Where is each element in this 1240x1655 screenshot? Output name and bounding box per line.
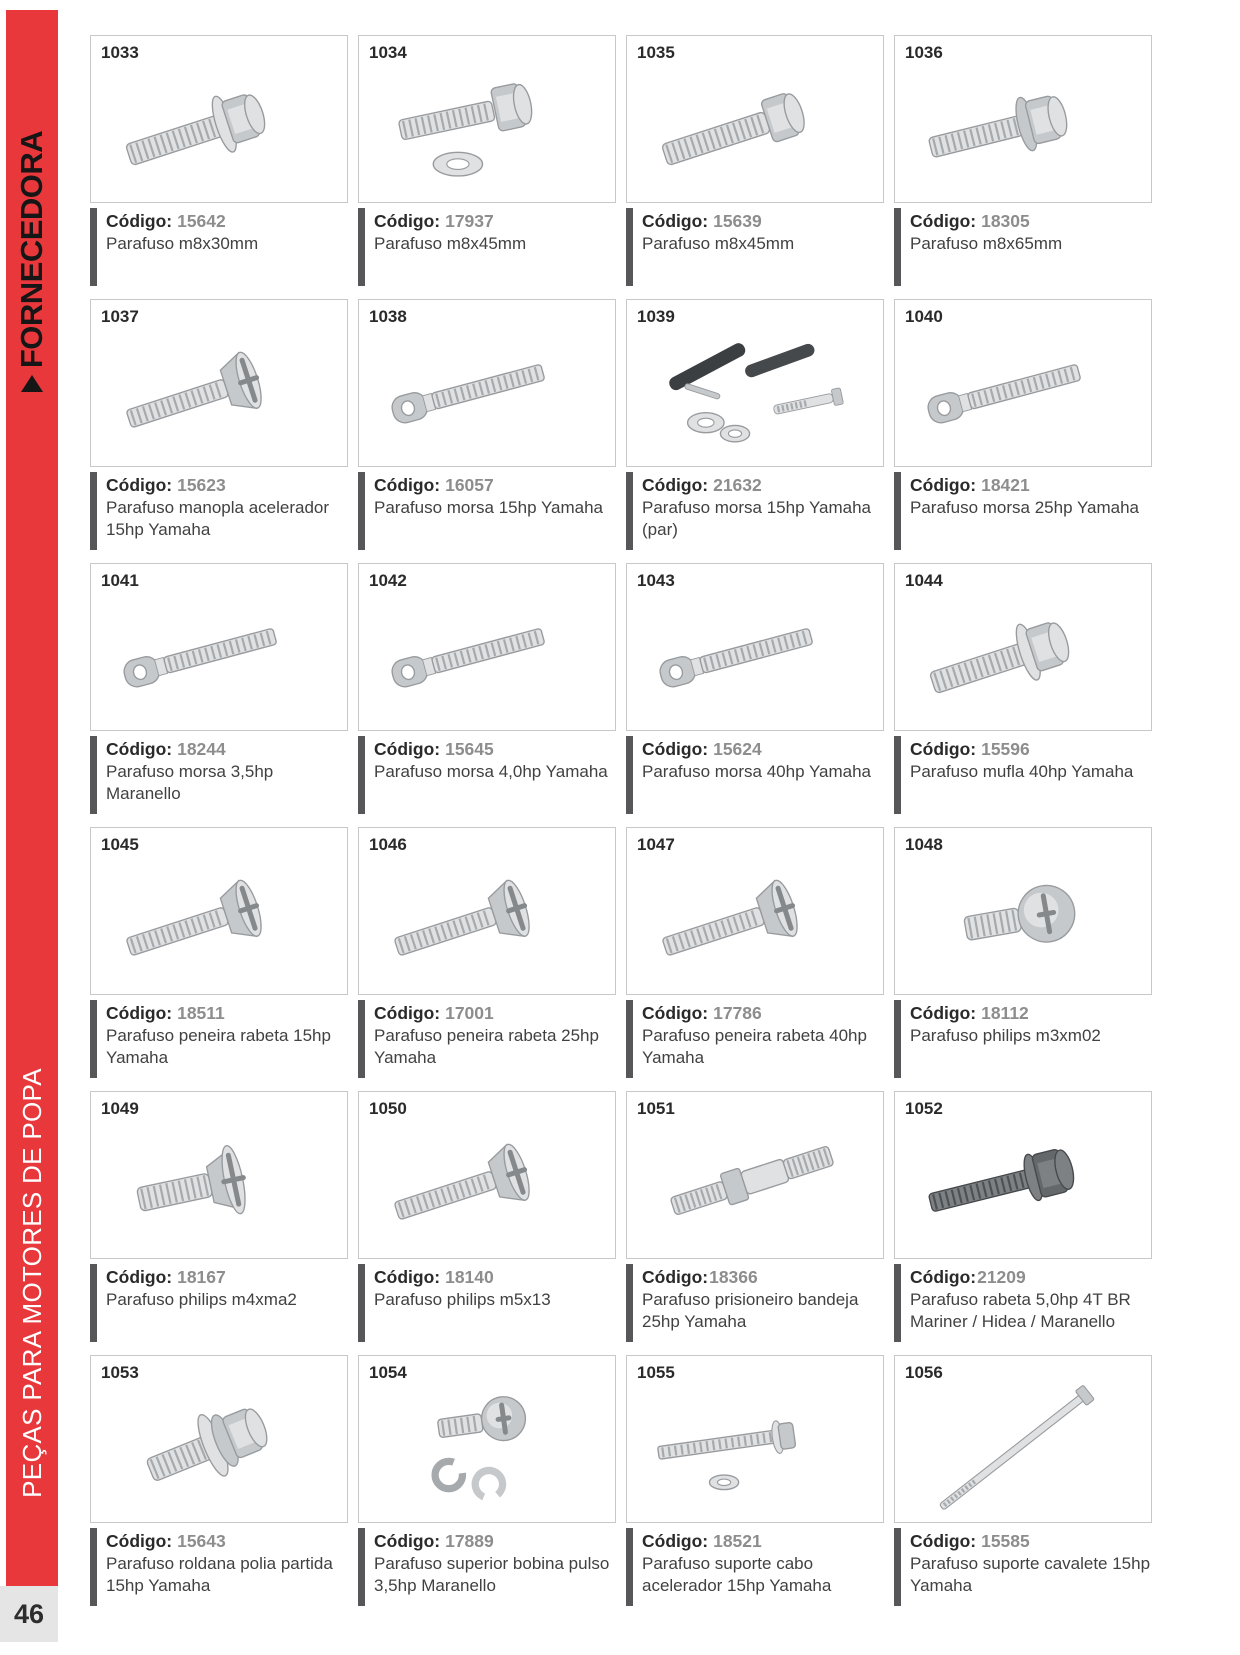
product-photo xyxy=(895,314,1151,466)
code-line xyxy=(374,210,616,232)
code-prefix-label: Código: xyxy=(374,1531,441,1551)
code-prefix-label: Código: xyxy=(910,475,977,495)
product-photo-svg xyxy=(913,326,1133,454)
code-line xyxy=(374,1002,616,1024)
product-label xyxy=(90,1000,348,1078)
product-photo xyxy=(627,50,883,202)
item-number: 1034 xyxy=(369,43,407,62)
code-prefix-label: Código: xyxy=(910,1531,977,1551)
product-label xyxy=(626,1264,884,1342)
code-line xyxy=(106,210,348,232)
product-cell xyxy=(90,1091,348,1355)
item-number: 1040 xyxy=(905,307,943,326)
code-prefix-label: Código: xyxy=(374,211,441,231)
product-label xyxy=(626,736,884,814)
product-description: Parafuso morsa 15hp Yamaha xyxy=(374,498,604,517)
code-line xyxy=(910,1002,1152,1024)
product-label xyxy=(358,472,616,550)
product-cell xyxy=(894,35,1152,299)
product-photo-svg xyxy=(645,62,865,190)
product-description: Parafuso superior bobina pulso 3,5hp Maranello xyxy=(374,1554,610,1595)
product-description: Parafuso suporte cabo acelerador 15hp Yamaha xyxy=(642,1554,832,1595)
product-photo xyxy=(91,578,347,730)
product-image-box xyxy=(90,35,348,203)
code-prefix-label: Código: xyxy=(106,1003,173,1023)
item-number: 1035 xyxy=(637,43,675,62)
product-photo-svg xyxy=(913,590,1133,718)
product-photo-svg xyxy=(109,854,329,982)
product-photo-svg xyxy=(645,1382,865,1510)
product-photo-svg xyxy=(109,590,329,718)
product-photo-svg xyxy=(645,854,865,982)
code-number: 15596 xyxy=(981,739,1030,759)
product-label xyxy=(894,1000,1152,1078)
code-prefix-label: Código: xyxy=(374,1267,441,1287)
product-photo xyxy=(91,842,347,994)
code-line xyxy=(642,1266,884,1288)
product-label xyxy=(894,208,1152,286)
product-image-box xyxy=(358,1091,616,1259)
product-label xyxy=(358,1000,616,1078)
brand-name: FORNECEDORA xyxy=(14,130,49,369)
product-label xyxy=(358,1264,616,1342)
product-photo-svg xyxy=(109,1382,329,1510)
item-number: 1053 xyxy=(101,1363,139,1382)
product-cell xyxy=(626,1355,884,1619)
code-line xyxy=(106,1530,348,1552)
product-cell xyxy=(358,1091,616,1355)
product-description: Parafuso peneira rabeta 15hp Yamaha xyxy=(106,1026,331,1067)
code-line xyxy=(910,1266,1152,1288)
product-label xyxy=(90,1264,348,1342)
product-label xyxy=(90,736,348,814)
item-number: 1052 xyxy=(905,1099,943,1118)
product-description: Parafuso m8x45mm xyxy=(374,234,527,253)
item-number: 1043 xyxy=(637,571,675,590)
code-number: 17889 xyxy=(445,1531,494,1551)
code-number: 16057 xyxy=(445,475,494,495)
code-line xyxy=(910,474,1152,496)
product-photo xyxy=(359,314,615,466)
code-number: 18366 xyxy=(709,1267,758,1287)
code-number: 18521 xyxy=(713,1531,762,1551)
code-line xyxy=(910,1530,1152,1552)
item-number: 1050 xyxy=(369,1099,407,1118)
product-cell xyxy=(894,827,1152,1091)
product-description: Parafuso morsa 4,0hp Yamaha xyxy=(374,762,608,781)
product-photo-svg xyxy=(645,590,865,718)
item-number: 1038 xyxy=(369,307,407,326)
product-cell xyxy=(894,1355,1152,1619)
item-number: 1041 xyxy=(101,571,139,590)
product-label xyxy=(90,1528,348,1606)
product-cell xyxy=(894,299,1152,563)
code-prefix-label: Código: xyxy=(910,1267,977,1287)
product-label xyxy=(626,472,884,550)
code-prefix-label: Código: xyxy=(910,739,977,759)
product-photo xyxy=(359,1370,615,1522)
code-line xyxy=(106,738,348,760)
product-photo-svg xyxy=(377,590,597,718)
product-description: Parafuso morsa 25hp Yamaha xyxy=(910,498,1140,517)
product-image-box xyxy=(90,1091,348,1259)
product-label xyxy=(626,1528,884,1606)
product-cell xyxy=(90,827,348,1091)
product-photo xyxy=(895,578,1151,730)
product-description: Parafuso morsa 15hp Yamaha (par) xyxy=(642,498,872,539)
product-photo xyxy=(359,1106,615,1258)
product-cell xyxy=(358,35,616,299)
product-description: Parafuso peneira rabeta 25hp Yamaha xyxy=(374,1026,599,1067)
product-image-box xyxy=(626,299,884,467)
product-photo-svg xyxy=(109,326,329,454)
brand-logo xyxy=(6,105,58,418)
code-number: 21209 xyxy=(977,1267,1026,1287)
product-image-box xyxy=(894,299,1152,467)
code-prefix-label: Código: xyxy=(106,1267,173,1287)
code-prefix-label: Código: xyxy=(642,1003,709,1023)
product-photo xyxy=(895,1370,1151,1522)
item-number: 1048 xyxy=(905,835,943,854)
product-photo xyxy=(359,578,615,730)
item-number: 1055 xyxy=(637,1363,675,1382)
code-number: 15639 xyxy=(713,211,762,231)
code-line xyxy=(374,1530,616,1552)
product-cell xyxy=(90,1355,348,1619)
item-number: 1056 xyxy=(905,1363,943,1382)
product-photo-svg xyxy=(377,1118,597,1246)
product-description: Parafuso m8x30mm xyxy=(106,234,259,253)
code-prefix-label: Código: xyxy=(910,1003,977,1023)
product-label xyxy=(894,736,1152,814)
item-number: 1046 xyxy=(369,835,407,854)
item-number: 1047 xyxy=(637,835,675,854)
code-line xyxy=(106,1002,348,1024)
product-cell xyxy=(626,299,884,563)
product-description: Parafuso rabeta 5,0hp 4T BR Mariner / Hidea / Maranello xyxy=(910,1290,1131,1331)
product-photo xyxy=(359,50,615,202)
code-prefix-label: Código: xyxy=(374,475,441,495)
product-cell xyxy=(358,563,616,827)
product-description: Parafuso philips m5x13 xyxy=(374,1290,551,1309)
product-photo xyxy=(627,578,883,730)
product-label xyxy=(358,1528,616,1606)
product-cell xyxy=(358,827,616,1091)
code-prefix-label: Código: xyxy=(910,211,977,231)
item-number: 1042 xyxy=(369,571,407,590)
product-description: Parafuso suporte cavalete 15hp Yamaha xyxy=(910,1554,1151,1595)
page-number: 46 xyxy=(13,1598,45,1629)
product-cell xyxy=(626,563,884,827)
code-prefix-label: Código: xyxy=(374,1003,441,1023)
product-image-box xyxy=(626,1091,884,1259)
item-number: 1036 xyxy=(905,43,943,62)
product-label xyxy=(626,1000,884,1078)
product-photo-svg xyxy=(109,1118,329,1246)
product-label xyxy=(894,1528,1152,1606)
code-number: 21632 xyxy=(713,475,762,495)
code-number: 18511 xyxy=(177,1003,225,1023)
product-photo-svg xyxy=(377,62,597,190)
code-prefix-label: Código: xyxy=(642,739,709,759)
product-label xyxy=(358,208,616,286)
code-number: 15642 xyxy=(177,211,226,231)
code-prefix-label: Código: xyxy=(106,739,173,759)
code-number: 18112 xyxy=(981,1003,1029,1023)
product-photo-svg xyxy=(913,1118,1133,1246)
code-prefix-label: Código: xyxy=(106,211,173,231)
code-line xyxy=(374,1266,616,1288)
code-number: 18305 xyxy=(981,211,1030,231)
code-prefix-label: Código: xyxy=(642,1531,709,1551)
product-photo-svg xyxy=(645,326,865,454)
product-photo xyxy=(91,1370,347,1522)
product-photo xyxy=(627,1370,883,1522)
code-line xyxy=(374,738,616,760)
product-photo xyxy=(627,314,883,466)
product-photo-svg xyxy=(377,326,597,454)
code-line xyxy=(106,474,348,496)
product-photo-svg xyxy=(377,854,597,982)
product-image-box xyxy=(626,563,884,731)
product-photo xyxy=(91,314,347,466)
product-label xyxy=(894,472,1152,550)
product-image-box xyxy=(894,1091,1152,1259)
product-photo-svg xyxy=(377,1382,597,1510)
code-line xyxy=(106,1266,348,1288)
product-image-box xyxy=(90,1355,348,1523)
product-description: Parafuso philips m4xma2 xyxy=(106,1290,297,1309)
product-image-box xyxy=(358,1355,616,1523)
product-cell xyxy=(90,35,348,299)
product-description: Parafuso morsa 40hp Yamaha xyxy=(642,762,872,781)
product-image-box xyxy=(358,827,616,995)
product-photo xyxy=(91,50,347,202)
product-label xyxy=(358,736,616,814)
category-label: PEÇAS PARA MOTORES DE POPA xyxy=(16,1068,47,1498)
product-label xyxy=(90,208,348,286)
code-prefix-label: Código: xyxy=(106,475,173,495)
code-number: 17786 xyxy=(713,1003,762,1023)
product-photo-svg xyxy=(913,62,1133,190)
product-photo-svg xyxy=(109,62,329,190)
product-cell xyxy=(626,35,884,299)
product-cell xyxy=(358,1355,616,1619)
code-number: 18167 xyxy=(177,1267,226,1287)
code-number: 18421 xyxy=(981,475,1030,495)
item-number: 1045 xyxy=(101,835,139,854)
product-label xyxy=(90,472,348,550)
code-line xyxy=(910,210,1152,232)
product-cell xyxy=(358,299,616,563)
code-number: 15623 xyxy=(177,475,226,495)
item-number: 1044 xyxy=(905,571,943,590)
product-description: Parafuso morsa 3,5hp Maranello xyxy=(106,762,274,803)
code-number: 15624 xyxy=(713,739,762,759)
product-image-box xyxy=(626,35,884,203)
product-image-box xyxy=(894,827,1152,995)
product-image-box xyxy=(626,827,884,995)
product-description: Parafuso prisioneiro bandeja 25hp Yamaha xyxy=(642,1290,859,1331)
product-image-box xyxy=(358,563,616,731)
product-description: Parafuso m8x65mm xyxy=(910,234,1063,253)
item-number: 1039 xyxy=(637,307,675,326)
product-photo xyxy=(627,1106,883,1258)
item-number: 1054 xyxy=(369,1363,407,1382)
code-number: 15643 xyxy=(177,1531,226,1551)
item-number: 1049 xyxy=(101,1099,139,1118)
code-line xyxy=(374,474,616,496)
code-line xyxy=(642,210,884,232)
product-photo-svg xyxy=(913,854,1133,982)
product-image-box xyxy=(90,299,348,467)
code-number: 15585 xyxy=(981,1531,1030,1551)
product-photo xyxy=(91,1106,347,1258)
product-description: Parafuso m8x45mm xyxy=(642,234,795,253)
product-cell xyxy=(894,563,1152,827)
code-line xyxy=(642,738,884,760)
product-description: Parafuso manopla acelerador 15hp Yamaha xyxy=(106,498,330,539)
code-number: 15645 xyxy=(445,739,494,759)
code-prefix-label: Código: xyxy=(642,211,709,231)
product-image-box xyxy=(894,1355,1152,1523)
product-description: Parafuso roldana polia partida 15hp Yamaha xyxy=(106,1554,333,1595)
code-line xyxy=(642,474,884,496)
sidebar-category xyxy=(6,1068,58,1498)
product-image-box xyxy=(626,1355,884,1523)
product-photo xyxy=(895,1106,1151,1258)
product-image-box xyxy=(90,563,348,731)
product-grid xyxy=(90,35,1152,1619)
code-number: 18244 xyxy=(177,739,226,759)
item-number: 1037 xyxy=(101,307,139,326)
item-number: 1051 xyxy=(637,1099,675,1118)
product-label xyxy=(894,1264,1152,1342)
product-image-box xyxy=(90,827,348,995)
code-number: 17937 xyxy=(445,211,494,231)
code-line xyxy=(642,1002,884,1024)
product-photo xyxy=(627,842,883,994)
page-number-box xyxy=(0,1586,58,1642)
product-description: Parafuso peneira rabeta 40hp Yamaha xyxy=(642,1026,867,1067)
item-number: 1033 xyxy=(101,43,139,62)
product-description: Parafuso mufla 40hp Yamaha xyxy=(910,762,1134,781)
product-image-box xyxy=(894,563,1152,731)
product-image-box xyxy=(358,35,616,203)
product-photo xyxy=(895,50,1151,202)
product-cell xyxy=(90,563,348,827)
code-number: 17001 xyxy=(445,1003,494,1023)
code-line xyxy=(642,1530,884,1552)
product-image-box xyxy=(894,35,1152,203)
product-cell xyxy=(626,827,884,1091)
code-prefix-label: Código: xyxy=(642,475,709,495)
code-prefix-label: Código: xyxy=(642,1267,709,1287)
code-prefix-label: Código: xyxy=(374,739,441,759)
product-image-box xyxy=(358,299,616,467)
product-photo xyxy=(895,842,1151,994)
product-cell xyxy=(626,1091,884,1355)
product-description: Parafuso philips m3xm02 xyxy=(910,1026,1101,1045)
product-cell xyxy=(894,1091,1152,1355)
code-number: 18140 xyxy=(445,1267,494,1287)
product-label xyxy=(626,208,884,286)
brand-triangle-icon xyxy=(21,375,43,392)
product-photo-svg xyxy=(913,1382,1133,1510)
product-photo xyxy=(359,842,615,994)
product-photo-svg xyxy=(645,1118,865,1246)
product-cell xyxy=(90,299,348,563)
code-prefix-label: Código: xyxy=(106,1531,173,1551)
code-line xyxy=(910,738,1152,760)
